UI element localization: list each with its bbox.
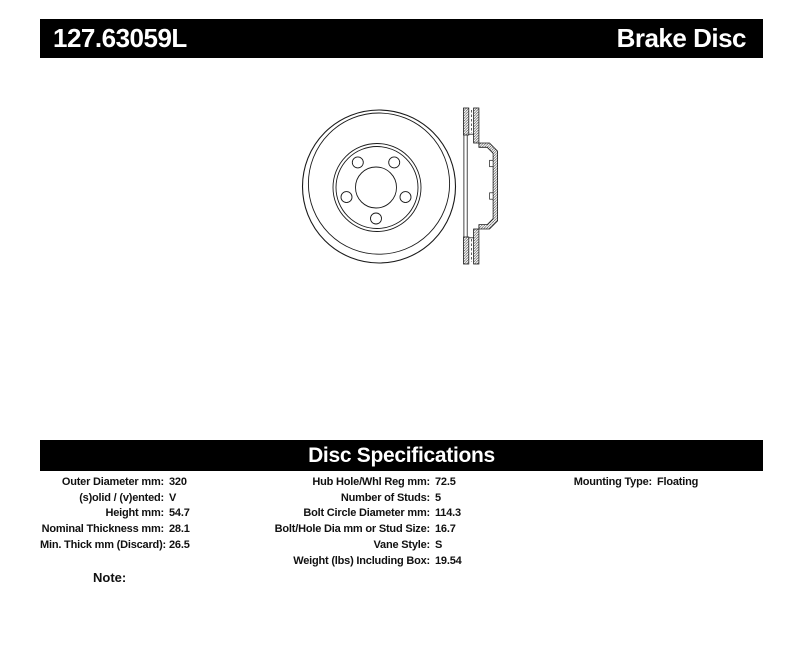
spec-row [40,506,275,522]
spec-label: Bolt/Hole Dia mm or Stud Size: [274,523,430,536]
spec-label: Bolt Circle Diameter mm: [303,507,430,520]
disc-cross-section-icon [464,108,498,264]
spec-value: 54.7 [169,507,190,520]
product-title: Brake Disc [616,23,746,53]
spec-label: (s)olid / (v)ented: [79,491,164,504]
spec-row [548,475,763,491]
spec-column-right [548,475,763,491]
spec-row [270,506,525,522]
spec-row [270,475,525,491]
spec-label: Outer Diameter mm: [61,476,164,488]
spec-row [270,554,525,570]
spec-label: Mounting Type: [573,476,652,488]
spec-row [270,491,525,507]
spec-value: Floating [657,476,699,488]
spec-value: 72.5 [435,476,456,488]
spec-value: 114.3 [435,507,461,520]
spec-row [40,538,275,554]
spec-row [270,522,525,538]
spec-label: Height mm: [105,507,164,520]
spec-value: 28.1 [169,523,190,536]
note-label: Note: [93,570,127,585]
spec-value: 16.7 [435,523,456,536]
spec-label: Hub Hole/Whl Reg mm: [312,476,430,488]
spec-row [270,538,525,554]
spec-value: 5 [435,491,441,504]
spec-label: Weight (lbs) Including Box: [293,554,430,567]
spec-label: Nominal Thickness mm: [41,523,164,536]
header-bar [40,19,763,58]
spec-value: V [169,491,177,504]
spec-column-left [40,475,275,554]
spec-value: 26.5 [169,538,190,551]
spec-value: S [435,538,443,551]
spec-value: 320 [169,476,187,488]
spec-row [40,475,275,491]
technical-drawing [280,85,520,285]
spec-section-bar [40,440,763,471]
disc-front-view-icon [303,110,456,263]
spec-value: 19.54 [435,554,462,567]
spec-label: Vane Style: [373,538,430,551]
spec-column-middle [270,475,525,569]
part-number: 127.63059L [53,23,187,53]
spec-label: Number of Studs: [340,491,430,504]
spec-row [40,522,275,538]
spec-label: Min. Thick mm (Discard): [40,538,166,551]
spec-section-title: Disc Specifications [308,443,495,467]
spec-row [40,491,275,507]
